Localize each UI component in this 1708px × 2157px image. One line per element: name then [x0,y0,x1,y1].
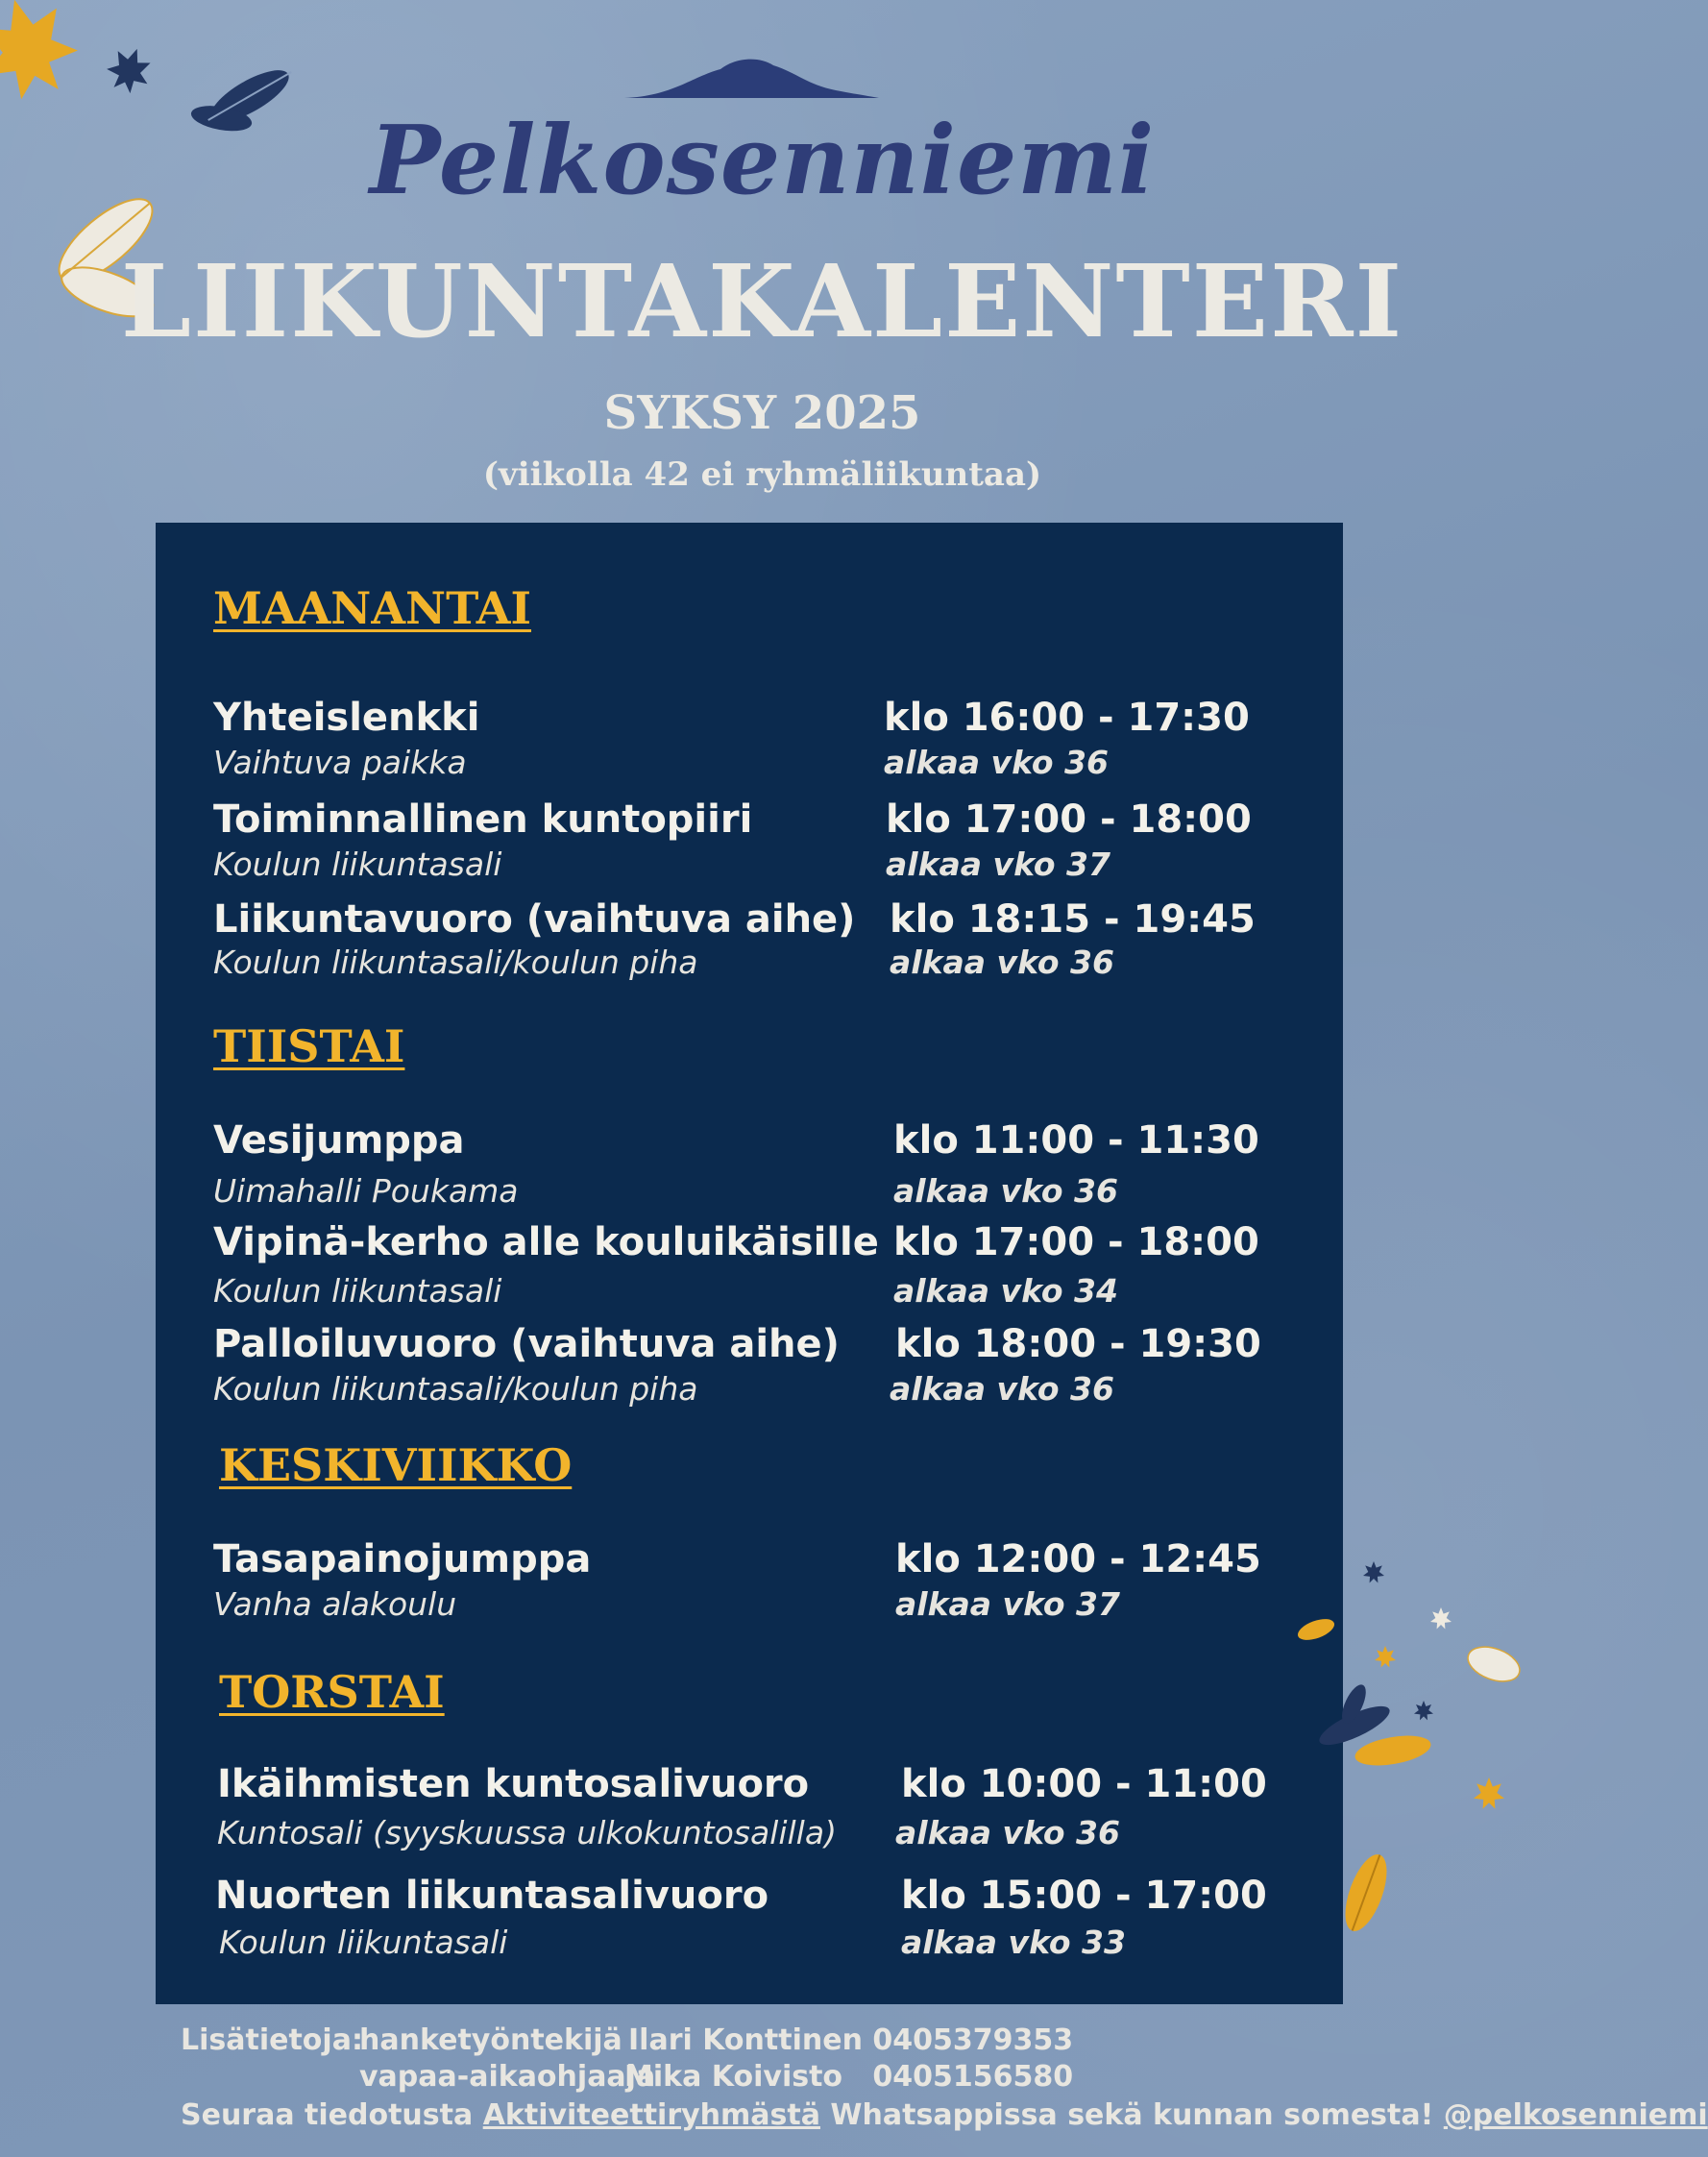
whatsapp-group-link[interactable]: Aktiviteettiryhmästä [482,2098,820,2132]
activity-time: klo 17:00 - 18:00 [893,1220,1259,1264]
activity-start-week: alkaa vko 36 [884,744,1109,781]
activity-start-week: alkaa vko 37 [886,846,1110,883]
maple-leaf-icon [0,0,86,107]
activity-start-week: alkaa vko 33 [901,1924,1126,1961]
activity-time: klo 11:00 - 11:30 [893,1118,1259,1163]
social-handle-link[interactable]: @pelkosenniemi [1443,2098,1708,2132]
maple-leaf-icon [1414,1701,1433,1720]
activity-name: Nuorten liikuntasalivuoro [215,1874,769,1918]
page-title: LIIKUNTAKALENTERI [120,242,1404,360]
activity-start-week: alkaa vko 36 [890,1370,1114,1408]
maple-leaf-icon [1375,1646,1396,1667]
activity-name: Vesijumppa [213,1118,465,1163]
activity-name: Vipinä-kerho alle kouluikäisille [213,1220,879,1264]
day-heading-thursday: TORSTAI [219,1666,445,1718]
activity-name: Palloiluvuoro (vaihtuva aihe) [213,1322,840,1366]
follow-middle: Whatsappissa sekä kunnan somesta! [819,2098,1444,2132]
info-label: Lisätietoja: [181,2023,363,2057]
activity-place: Vaihtuva paikka [213,744,467,781]
activity-name: Ikäihmisten kuntosalivuoro [217,1762,810,1806]
follow-line [181,2098,1708,2132]
activity-place: Koulun liikuntasali [219,1924,508,1961]
activity-time: klo 17:00 - 18:00 [886,797,1252,842]
contact1-role: hanketyöntekijä [359,2023,622,2057]
activity-place: Koulun liikuntasali/koulun piha [213,944,698,981]
activity-time: klo 16:00 - 17:30 [884,696,1250,740]
maple-leaf-icon [102,41,158,98]
leaf-icon [1463,1640,1525,1687]
activity-start-week: alkaa vko 34 [893,1272,1118,1310]
activity-time: klo 18:15 - 19:45 [890,897,1256,942]
activity-start-week: alkaa vko 36 [895,1814,1120,1851]
activity-time: klo 10:00 - 11:00 [901,1762,1267,1806]
leaf-icon [1295,1615,1337,1645]
activity-place: Kuntosali (syyskuussa ulkokuntosalilla) [217,1814,837,1851]
activity-time: klo 15:00 - 17:00 [901,1874,1267,1918]
activity-place: Koulun liikuntasali [213,846,502,883]
activity-name: Liikuntavuoro (vaihtuva aihe) [213,897,856,942]
leaf-icon [1337,1850,1396,1937]
activity-time: klo 18:00 - 19:30 [895,1322,1261,1366]
autumn-leaves-right [1278,1537,1525,1941]
activity-place: Koulun liikuntasali/koulun piha [213,1370,698,1408]
contact2-name-phone: Mika Koivisto 0405156580 [624,2060,1074,2094]
activity-name: Toiminnallinen kuntopiiri [213,797,753,842]
activity-name: Yhteislenkki [213,696,480,740]
maple-leaf-icon [1363,1561,1384,1582]
day-heading-wednesday: KESKIVIIKKO [219,1439,573,1491]
activity-name: Tasapainojumppa [213,1537,592,1581]
activity-start-week: alkaa vko 37 [895,1585,1120,1623]
activity-place: Uimahalli Poukama [213,1172,519,1210]
activity-time: klo 12:00 - 12:45 [895,1537,1261,1581]
maple-leaf-icon [1430,1607,1452,1629]
contact2-role: vapaa-aikaohjaaja [359,2060,656,2094]
activity-start-week: alkaa vko 36 [890,944,1114,981]
activity-start-week: alkaa vko 36 [893,1172,1118,1210]
hill-illustration [615,48,884,106]
activity-place: Vanha alakoulu [213,1585,457,1623]
season-subtitle: SYKSY 2025 [603,386,921,440]
maple-leaf-icon [1474,1777,1504,1809]
follow-prefix: Seuraa tiedotusta [181,2098,483,2132]
day-heading-monday: MAANANTAI [213,582,532,634]
activity-place: Koulun liikuntasali [213,1272,502,1310]
week-note: (viikolla 42 ei ryhmäliikuntaa) [482,455,1042,494]
contact1-name-phone: Ilari Konttinen 0405379353 [628,2023,1074,2057]
pelkosenniemi-logo: Pelkosenniemi [369,106,1156,216]
day-heading-tuesday: TIISTAI [213,1020,405,1072]
leaf-icon [1353,1730,1433,1770]
